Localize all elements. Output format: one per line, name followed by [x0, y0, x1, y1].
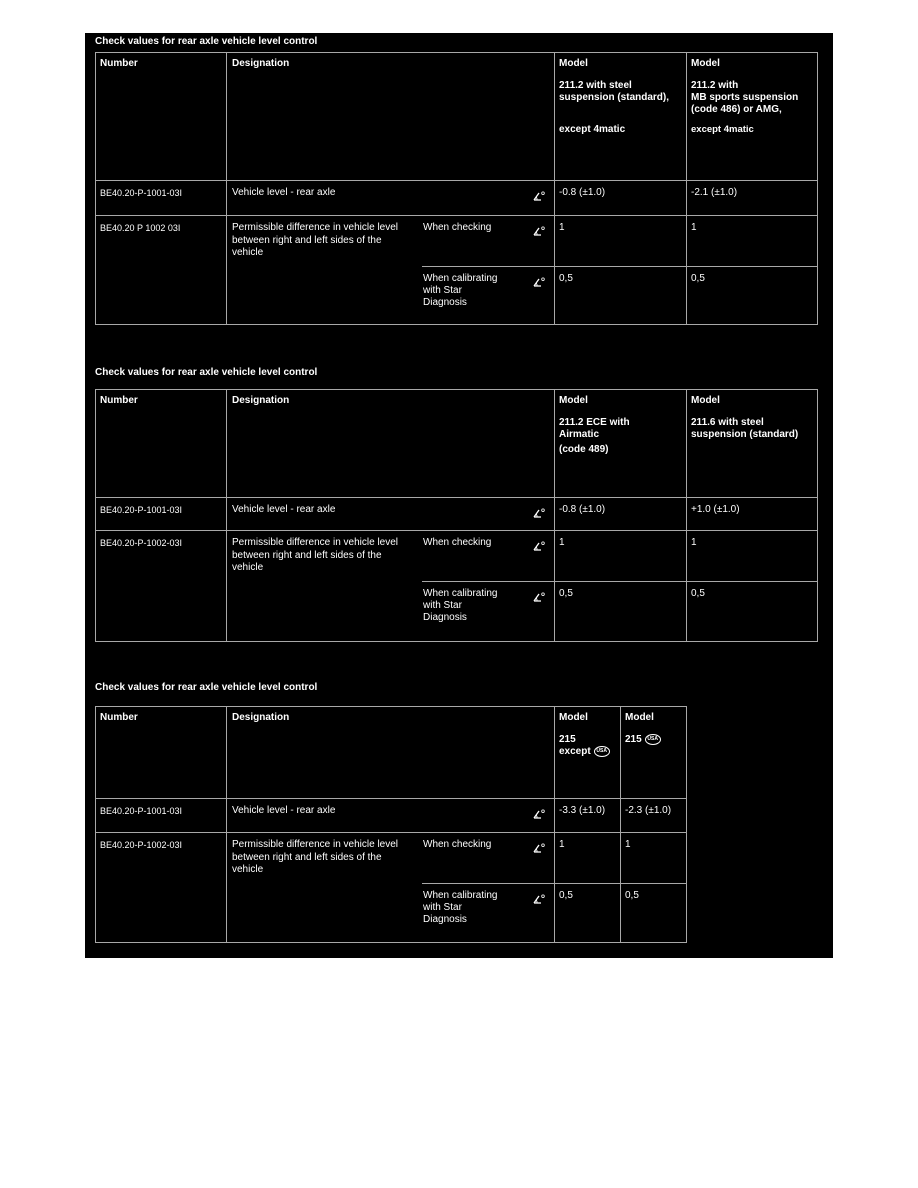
row-number: BE40.20-P-1001-03I — [100, 188, 183, 198]
header-designation: Designation — [232, 58, 290, 69]
section-title: Check values for rear axle vehicle level control — [95, 36, 318, 47]
model-description: 211.2 ECE with — [559, 417, 630, 428]
model-description: suspension (standard) — [691, 429, 799, 440]
row-designation: Vehicle level - rear axle — [232, 805, 336, 816]
angle-degree-icon — [533, 891, 545, 901]
table-rule — [226, 389, 227, 642]
value-cell: 0,5 — [559, 588, 573, 599]
table-rule — [817, 389, 818, 642]
angle-degree-icon — [533, 274, 545, 284]
document-panel — [85, 33, 833, 958]
row-designation: vehicle — [232, 562, 264, 573]
model-description: except 4matic — [691, 124, 754, 135]
model-description: MB sports suspension — [691, 92, 799, 103]
model-title: Model — [625, 712, 654, 723]
angle-degree-icon — [533, 505, 545, 515]
condition-label: with Star — [423, 902, 462, 913]
table-rule — [686, 389, 687, 642]
condition-label: with Star — [423, 285, 462, 296]
condition-label: Diagnosis — [423, 914, 467, 925]
table-rule — [422, 581, 818, 582]
condition-label: with Star — [423, 600, 462, 611]
table-rule — [95, 832, 687, 833]
table-rule — [95, 942, 687, 943]
model-description: Airmatic — [559, 429, 600, 440]
row-designation: Vehicle level - rear axle — [232, 504, 336, 515]
row-designation: Permissible difference in vehicle level — [232, 537, 399, 548]
condition-label: When checking — [423, 839, 492, 850]
table-rule — [95, 641, 818, 642]
section-title: Check values for rear axle vehicle level control — [95, 367, 318, 378]
table-rule — [95, 52, 96, 325]
table-rule — [554, 706, 555, 943]
model-description: 211.6 with steel — [691, 417, 764, 428]
row-designation: vehicle — [232, 247, 264, 258]
table-rule — [95, 389, 96, 642]
table-rule — [95, 706, 96, 943]
row-designation: between right and left sides of the — [232, 549, 382, 561]
check-values-table — [95, 52, 818, 325]
value-cell: -2.3 (±1.0) — [625, 805, 672, 816]
table-rule — [554, 389, 555, 642]
angle-degree-icon — [533, 223, 545, 233]
condition-label: Diagnosis — [423, 612, 467, 623]
value-cell: 1 — [625, 839, 631, 850]
check-values-table — [95, 389, 818, 642]
table-rule — [95, 798, 687, 799]
model-description: 211.2 with steel — [559, 80, 632, 91]
row-designation: Permissible difference in vehicle level — [232, 222, 399, 233]
angle-degree-icon — [533, 188, 545, 198]
section-title: Check values for rear axle vehicle level control — [95, 682, 318, 693]
value-cell: 1 — [559, 222, 565, 233]
model-description: 215 USA — [625, 734, 661, 747]
row-designation: Vehicle level - rear axle — [232, 187, 336, 198]
header-number: Number — [100, 395, 138, 406]
row-number: BE40.20-P-1002-03I — [100, 840, 183, 850]
condition-label: When checking — [423, 537, 492, 548]
value-cell: -0.8 (±1.0) — [559, 504, 606, 515]
model-title: Model — [559, 395, 588, 406]
header-designation: Designation — [232, 395, 290, 406]
table-rule — [817, 52, 818, 325]
model-description: (code 489) — [559, 444, 609, 455]
table-rule — [95, 52, 818, 53]
model-title: Model — [691, 395, 720, 406]
table-rule — [95, 180, 818, 181]
model-description: except 4matic — [559, 124, 626, 135]
header-designation: Designation — [232, 712, 290, 723]
table-rule — [554, 52, 555, 325]
condition-label: When calibrating — [423, 273, 498, 284]
value-cell: 0,5 — [625, 890, 639, 901]
table-rule — [226, 52, 227, 325]
row-designation: between right and left sides of the — [232, 851, 382, 863]
header-number: Number — [100, 58, 138, 69]
row-designation: vehicle — [232, 864, 264, 875]
table-rule — [620, 706, 621, 943]
model-description: 211.2 with — [691, 80, 739, 91]
row-number: BE40.20-P-1002-03I — [100, 538, 183, 548]
model-description: 215 — [559, 734, 576, 745]
angle-degree-icon — [533, 538, 545, 548]
table-rule — [95, 324, 818, 325]
row-number: BE40.20-P-1001-03I — [100, 505, 183, 515]
value-cell: -2.1 (±1.0) — [691, 187, 738, 198]
condition-label: When checking — [423, 222, 492, 233]
usa-badge-icon: USA — [594, 746, 610, 757]
table-rule — [686, 52, 687, 325]
condition-label: When calibrating — [423, 588, 498, 599]
table-rule — [95, 706, 687, 707]
value-cell: 0,5 — [559, 273, 573, 284]
angle-degree-icon — [533, 806, 545, 816]
row-number: BE40.20-P-1001-03I — [100, 806, 183, 816]
model-description: suspension (standard), — [559, 92, 670, 103]
row-designation: between right and left sides of the — [232, 234, 382, 246]
table-rule — [95, 530, 818, 531]
table-rule — [95, 215, 818, 216]
row-number: BE40.20 P 1002 03I — [100, 223, 181, 233]
condition-label: Diagnosis — [423, 297, 467, 308]
value-cell: 1 — [559, 839, 565, 850]
value-cell: 0,5 — [691, 273, 705, 284]
model-title: Model — [559, 712, 588, 723]
model-description: except USA — [559, 746, 610, 759]
value-cell: -3.3 (±1.0) — [559, 805, 606, 816]
value-cell: 1 — [691, 537, 697, 548]
value-cell: 0,5 — [691, 588, 705, 599]
value-cell: +1.0 (±1.0) — [691, 504, 740, 515]
table-rule — [422, 266, 818, 267]
header-number: Number — [100, 712, 138, 723]
table-rule — [686, 706, 687, 943]
value-cell: 0,5 — [559, 890, 573, 901]
model-title: Model — [559, 58, 588, 69]
check-values-table — [95, 706, 687, 943]
angle-degree-icon — [533, 840, 545, 850]
row-designation: Permissible difference in vehicle level — [232, 839, 399, 850]
value-cell: 1 — [691, 222, 697, 233]
condition-label: When calibrating — [423, 890, 498, 901]
angle-degree-icon — [533, 589, 545, 599]
table-rule — [95, 497, 818, 498]
model-title: Model — [691, 58, 720, 69]
table-rule — [226, 706, 227, 943]
value-cell: 1 — [559, 537, 565, 548]
value-cell: -0.8 (±1.0) — [559, 187, 606, 198]
model-description: (code 486) or AMG, — [691, 104, 782, 115]
usa-badge-icon: USA — [645, 734, 661, 745]
table-rule — [95, 389, 818, 390]
